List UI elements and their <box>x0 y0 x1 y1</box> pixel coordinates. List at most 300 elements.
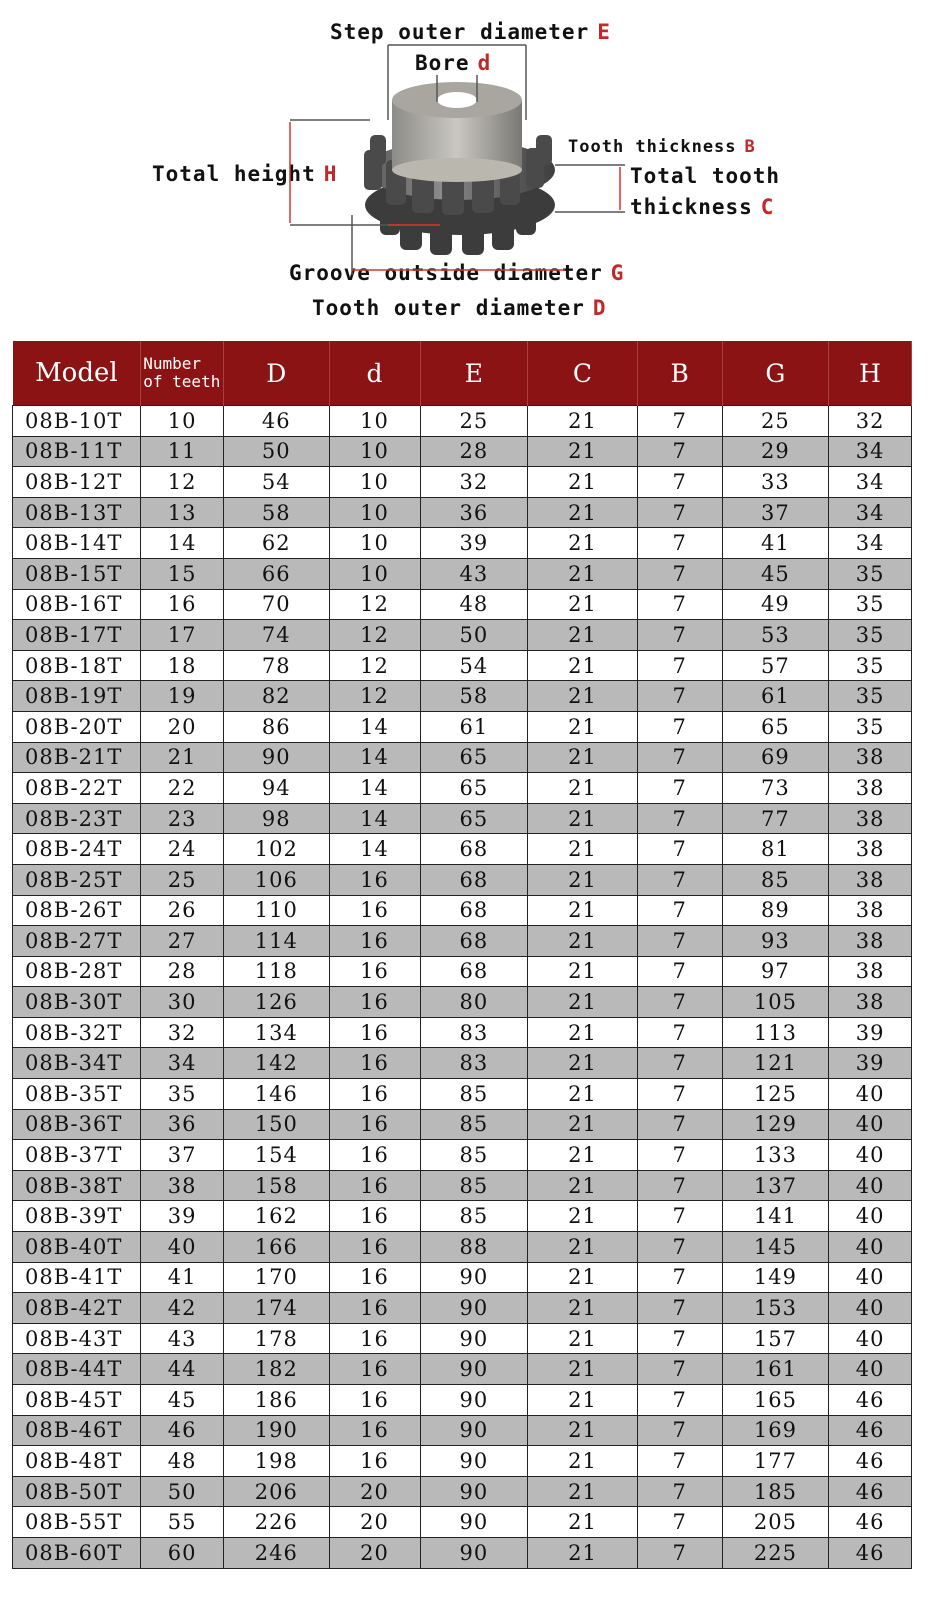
table-cell: 16 <box>329 1170 420 1201</box>
table-cell: 08B-26T <box>13 895 141 926</box>
table-cell: 7 <box>637 1293 722 1324</box>
table-cell: 10 <box>329 467 420 498</box>
table-cell: 14 <box>329 711 420 742</box>
table-cell: 58 <box>420 681 528 712</box>
table-cell: 150 <box>224 1109 330 1140</box>
table-cell: 77 <box>722 803 829 834</box>
table-cell: 90 <box>420 1537 528 1568</box>
table-cell: 7 <box>637 1476 722 1507</box>
table-cell: 90 <box>420 1354 528 1385</box>
table-cell: 90 <box>420 1446 528 1477</box>
table-cell: 46 <box>829 1507 912 1538</box>
table-cell: 21 <box>528 1262 638 1293</box>
table-row <box>13 436 912 467</box>
table-cell: 162 <box>224 1201 330 1232</box>
header-C: C <box>528 341 638 406</box>
table-cell: 7 <box>637 711 722 742</box>
table-cell: 21 <box>528 987 638 1018</box>
table-cell: 14 <box>329 834 420 865</box>
table-row <box>13 1507 912 1538</box>
table-cell: 43 <box>420 558 528 589</box>
table-cell: 225 <box>722 1537 829 1568</box>
table-cell: 27 <box>141 926 224 957</box>
table-cell: 20 <box>329 1537 420 1568</box>
table-cell: 40 <box>829 1232 912 1263</box>
table-cell: 14 <box>329 773 420 804</box>
table-cell: 106 <box>224 864 330 895</box>
table-row <box>13 1201 912 1232</box>
table-cell: 7 <box>637 467 722 498</box>
table-cell: 08B-43T <box>13 1323 141 1354</box>
table-cell: 7 <box>637 1537 722 1568</box>
header-E: E <box>420 341 528 406</box>
table-row <box>13 956 912 987</box>
table-cell: 41 <box>141 1262 224 1293</box>
table-cell: 70 <box>224 589 330 620</box>
table-cell: 21 <box>528 1109 638 1140</box>
table-cell: 08B-18T <box>13 650 141 681</box>
table-cell: 14 <box>329 803 420 834</box>
table-cell: 10 <box>329 558 420 589</box>
table-row <box>13 681 912 712</box>
table-cell: 7 <box>637 1109 722 1140</box>
table-row <box>13 711 912 742</box>
table-cell: 32 <box>829 406 912 437</box>
table-cell: 90 <box>420 1507 528 1538</box>
table-cell: 82 <box>224 681 330 712</box>
table-cell: 16 <box>329 1323 420 1354</box>
table-cell: 7 <box>637 895 722 926</box>
table-cell: 28 <box>141 956 224 987</box>
table-cell: 16 <box>329 1109 420 1140</box>
table-cell: 48 <box>141 1446 224 1477</box>
table-cell: 08B-15T <box>13 558 141 589</box>
table-cell: 21 <box>528 681 638 712</box>
table-cell: 16 <box>329 1017 420 1048</box>
table-cell: 137 <box>722 1170 829 1201</box>
table-cell: 08B-38T <box>13 1170 141 1201</box>
table-cell: 38 <box>829 956 912 987</box>
table-cell: 7 <box>637 620 722 651</box>
table-cell: 158 <box>224 1170 330 1201</box>
table-cell: 38 <box>829 773 912 804</box>
table-row <box>13 864 912 895</box>
table-cell: 46 <box>141 1415 224 1446</box>
table-row <box>13 406 912 437</box>
table-cell: 62 <box>224 528 330 559</box>
table-cell: 113 <box>722 1017 829 1048</box>
table-cell: 40 <box>829 1140 912 1171</box>
table-row <box>13 773 912 804</box>
table-cell: 7 <box>637 1201 722 1232</box>
header-D: D <box>224 341 330 406</box>
table-cell: 20 <box>141 711 224 742</box>
table-cell: 68 <box>420 864 528 895</box>
table-cell: 57 <box>722 650 829 681</box>
table-row <box>13 467 912 498</box>
table-cell: 39 <box>829 1017 912 1048</box>
table-cell: 20 <box>329 1476 420 1507</box>
table-cell: 65 <box>420 742 528 773</box>
table-row <box>13 650 912 681</box>
table-cell: 90 <box>420 1385 528 1416</box>
table-cell: 21 <box>528 467 638 498</box>
table-cell: 16 <box>329 1446 420 1477</box>
table-row <box>13 1446 912 1477</box>
table-cell: 88 <box>420 1232 528 1263</box>
table-cell: 39 <box>829 1048 912 1079</box>
table-cell: 21 <box>528 1140 638 1171</box>
table-cell: 30 <box>141 987 224 1018</box>
table-cell: 94 <box>224 773 330 804</box>
table-cell: 129 <box>722 1109 829 1140</box>
header-number-of-teeth: Number of teeth <box>141 341 224 406</box>
table-cell: 90 <box>420 1293 528 1324</box>
table-row <box>13 620 912 651</box>
table-cell: 25 <box>141 864 224 895</box>
table-cell: 40 <box>829 1354 912 1385</box>
table-cell: 25 <box>420 406 528 437</box>
table-row <box>13 803 912 834</box>
label-groove-outside-diameter: Groove outside diameter G <box>289 261 625 285</box>
table-cell: 34 <box>829 467 912 498</box>
table-cell: 73 <box>722 773 829 804</box>
table-cell: 46 <box>224 406 330 437</box>
table-cell: 16 <box>329 1385 420 1416</box>
table-cell: 102 <box>224 834 330 865</box>
table-row <box>13 926 912 957</box>
table-cell: 7 <box>637 956 722 987</box>
table-cell: 08B-21T <box>13 742 141 773</box>
table-cell: 16 <box>329 895 420 926</box>
header-B: B <box>637 341 722 406</box>
table-cell: 146 <box>224 1079 330 1110</box>
table-cell: 21 <box>528 1507 638 1538</box>
table-cell: 14 <box>141 528 224 559</box>
table-cell: 157 <box>722 1323 829 1354</box>
table-row <box>13 987 912 1018</box>
table-cell: 7 <box>637 1354 722 1385</box>
table-cell: 16 <box>329 956 420 987</box>
table-cell: 40 <box>829 1109 912 1140</box>
table-cell: 40 <box>141 1232 224 1263</box>
table-cell: 118 <box>224 956 330 987</box>
table-cell: 65 <box>420 773 528 804</box>
table-cell: 7 <box>637 834 722 865</box>
table-cell: 7 <box>637 1385 722 1416</box>
table-cell: 170 <box>224 1262 330 1293</box>
table-cell: 7 <box>637 926 722 957</box>
table-cell: 69 <box>722 742 829 773</box>
table-cell: 08B-24T <box>13 834 141 865</box>
table-row <box>13 1415 912 1446</box>
table-cell: 21 <box>528 956 638 987</box>
table-cell: 7 <box>637 1323 722 1354</box>
table-cell: 28 <box>420 436 528 467</box>
label-tooth-thickness: Tooth thickness B <box>568 137 756 157</box>
table-cell: 08B-16T <box>13 589 141 620</box>
table-row <box>13 742 912 773</box>
table-cell: 58 <box>224 497 330 528</box>
table-cell: 16 <box>329 1079 420 1110</box>
table-cell: 21 <box>528 834 638 865</box>
table-cell: 185 <box>722 1476 829 1507</box>
table-cell: 7 <box>637 987 722 1018</box>
table-cell: 17 <box>141 620 224 651</box>
table-cell: 08B-30T <box>13 987 141 1018</box>
table-cell: 45 <box>141 1385 224 1416</box>
table-cell: 90 <box>420 1323 528 1354</box>
table-cell: 7 <box>637 1017 722 1048</box>
table-cell: 68 <box>420 926 528 957</box>
table-cell: 21 <box>528 711 638 742</box>
table-cell: 21 <box>528 1537 638 1568</box>
table-cell: 68 <box>420 956 528 987</box>
table-cell: 10 <box>329 406 420 437</box>
table-cell: 08B-34T <box>13 1048 141 1079</box>
table-cell: 48 <box>420 589 528 620</box>
table-cell: 46 <box>829 1446 912 1477</box>
table-cell: 7 <box>637 1507 722 1538</box>
table-cell: 205 <box>722 1507 829 1538</box>
table-cell: 93 <box>722 926 829 957</box>
table-cell: 08B-50T <box>13 1476 141 1507</box>
table-cell: 7 <box>637 1232 722 1263</box>
sprocket-image <box>280 40 640 300</box>
table-cell: 177 <box>722 1446 829 1477</box>
table-cell: 97 <box>722 956 829 987</box>
table-row <box>13 1537 912 1568</box>
table-cell: 50 <box>224 436 330 467</box>
table-cell: 182 <box>224 1354 330 1385</box>
table-cell: 32 <box>420 467 528 498</box>
table-cell: 10 <box>329 528 420 559</box>
table-cell: 55 <box>141 1507 224 1538</box>
table-cell: 34 <box>141 1048 224 1079</box>
table-cell: 7 <box>637 1048 722 1079</box>
table-cell: 110 <box>224 895 330 926</box>
table-cell: 13 <box>141 497 224 528</box>
table-cell: 38 <box>829 926 912 957</box>
table-cell: 16 <box>329 1201 420 1232</box>
table-cell: 7 <box>637 528 722 559</box>
table-cell: 7 <box>637 650 722 681</box>
table-cell: 78 <box>224 650 330 681</box>
table-cell: 85 <box>420 1170 528 1201</box>
table-cell: 141 <box>722 1201 829 1232</box>
table-cell: 61 <box>722 681 829 712</box>
table-cell: 08B-32T <box>13 1017 141 1048</box>
table-cell: 49 <box>722 589 829 620</box>
table-cell: 83 <box>420 1048 528 1079</box>
table-cell: 21 <box>528 558 638 589</box>
table-cell: 34 <box>829 436 912 467</box>
table-cell: 21 <box>528 1170 638 1201</box>
table-cell: 7 <box>637 864 722 895</box>
table-cell: 121 <box>722 1048 829 1079</box>
table-cell: 08B-42T <box>13 1293 141 1324</box>
table-cell: 12 <box>329 650 420 681</box>
table-cell: 46 <box>829 1415 912 1446</box>
table-cell: 206 <box>224 1476 330 1507</box>
table-cell: 11 <box>141 436 224 467</box>
table-cell: 35 <box>829 650 912 681</box>
table-cell: 15 <box>141 558 224 589</box>
table-cell: 38 <box>829 987 912 1018</box>
label-bore: Bore d <box>415 51 492 75</box>
table-cell: 174 <box>224 1293 330 1324</box>
table-cell: 38 <box>141 1170 224 1201</box>
table-cell: 50 <box>141 1476 224 1507</box>
table-cell: 21 <box>528 589 638 620</box>
table-cell: 43 <box>141 1323 224 1354</box>
table-cell: 80 <box>420 987 528 1018</box>
table-cell: 38 <box>829 742 912 773</box>
table-cell: 21 <box>528 1293 638 1324</box>
table-cell: 90 <box>420 1476 528 1507</box>
table-cell: 25 <box>722 406 829 437</box>
table-cell: 08B-13T <box>13 497 141 528</box>
table-row <box>13 1017 912 1048</box>
table-cell: 41 <box>722 528 829 559</box>
table-cell: 246 <box>224 1537 330 1568</box>
table-cell: 14 <box>329 742 420 773</box>
table-cell: 40 <box>829 1170 912 1201</box>
table-cell: 08B-35T <box>13 1079 141 1110</box>
table-cell: 134 <box>224 1017 330 1048</box>
table-cell: 21 <box>141 742 224 773</box>
table-cell: 21 <box>528 406 638 437</box>
table-cell: 66 <box>224 558 330 589</box>
table-cell: 21 <box>528 1476 638 1507</box>
table-cell: 21 <box>528 620 638 651</box>
table-header-row <box>13 341 912 406</box>
table-row <box>13 1109 912 1140</box>
table-cell: 35 <box>829 681 912 712</box>
table-cell: 133 <box>722 1140 829 1171</box>
table-cell: 7 <box>637 1262 722 1293</box>
table-cell: 142 <box>224 1048 330 1079</box>
table-cell: 40 <box>829 1201 912 1232</box>
table-cell: 12 <box>329 681 420 712</box>
table-cell: 61 <box>420 711 528 742</box>
table-cell: 46 <box>829 1385 912 1416</box>
table-cell: 21 <box>528 1017 638 1048</box>
table-cell: 21 <box>528 436 638 467</box>
table-cell: 166 <box>224 1232 330 1263</box>
table-cell: 35 <box>829 711 912 742</box>
table-cell: 7 <box>637 681 722 712</box>
table-row <box>13 1170 912 1201</box>
table-cell: 08B-14T <box>13 528 141 559</box>
table-cell: 126 <box>224 987 330 1018</box>
table-cell: 21 <box>528 1446 638 1477</box>
table-cell: 21 <box>528 497 638 528</box>
table-cell: 85 <box>722 864 829 895</box>
table-cell: 21 <box>528 528 638 559</box>
table-cell: 10 <box>329 497 420 528</box>
table-cell: 38 <box>829 864 912 895</box>
sprocket-diagram <box>0 0 929 330</box>
table-cell: 40 <box>829 1262 912 1293</box>
table-row <box>13 1262 912 1293</box>
table-cell: 7 <box>637 1415 722 1446</box>
table-cell: 169 <box>722 1415 829 1446</box>
table-row <box>13 895 912 926</box>
label-step-outer-diameter: Step outer diameter E <box>330 20 611 44</box>
table-cell: 21 <box>528 1048 638 1079</box>
table-cell: 40 <box>829 1323 912 1354</box>
table-cell: 08B-45T <box>13 1385 141 1416</box>
table-cell: 08B-10T <box>13 406 141 437</box>
table-cell: 178 <box>224 1323 330 1354</box>
header-G: G <box>722 341 829 406</box>
table-cell: 85 <box>420 1201 528 1232</box>
table-cell: 21 <box>528 1323 638 1354</box>
table-row <box>13 1232 912 1263</box>
table-cell: 85 <box>420 1140 528 1171</box>
table-cell: 23 <box>141 803 224 834</box>
table-cell: 21 <box>528 926 638 957</box>
table-row <box>13 589 912 620</box>
table-cell: 65 <box>722 711 829 742</box>
table-cell: 35 <box>141 1079 224 1110</box>
table-cell: 42 <box>141 1293 224 1324</box>
table-cell: 21 <box>528 742 638 773</box>
table-cell: 125 <box>722 1079 829 1110</box>
table-cell: 08B-41T <box>13 1262 141 1293</box>
table-cell: 18 <box>141 650 224 681</box>
table-cell: 08B-36T <box>13 1109 141 1140</box>
table-cell: 7 <box>637 436 722 467</box>
table-row <box>13 1140 912 1171</box>
table-cell: 7 <box>637 1079 722 1110</box>
table-cell: 40 <box>829 1293 912 1324</box>
table-cell: 33 <box>722 467 829 498</box>
table-cell: 10 <box>141 406 224 437</box>
table-cell: 85 <box>420 1079 528 1110</box>
table-cell: 105 <box>722 987 829 1018</box>
table-cell: 186 <box>224 1385 330 1416</box>
table-cell: 53 <box>722 620 829 651</box>
table-row <box>13 834 912 865</box>
table-cell: 16 <box>329 926 420 957</box>
table-cell: 36 <box>420 497 528 528</box>
table-cell: 7 <box>637 1140 722 1171</box>
table-cell: 34 <box>829 497 912 528</box>
table-cell: 7 <box>637 589 722 620</box>
table-cell: 08B-40T <box>13 1232 141 1263</box>
table-cell: 40 <box>829 1079 912 1110</box>
table-cell: 7 <box>637 773 722 804</box>
table-cell: 153 <box>722 1293 829 1324</box>
label-total-height: Total height H <box>152 162 338 186</box>
table-cell: 08B-19T <box>13 681 141 712</box>
table-cell: 39 <box>141 1201 224 1232</box>
header-d: d <box>329 341 420 406</box>
table-cell: 226 <box>224 1507 330 1538</box>
table-cell: 86 <box>224 711 330 742</box>
table-cell: 35 <box>829 558 912 589</box>
table-cell: 161 <box>722 1354 829 1385</box>
table-cell: 16 <box>329 1262 420 1293</box>
label-total-tooth: Total tooth <box>630 164 781 188</box>
table-cell: 16 <box>329 987 420 1018</box>
table-cell: 89 <box>722 895 829 926</box>
table-cell: 7 <box>637 558 722 589</box>
table-cell: 46 <box>829 1476 912 1507</box>
table-cell: 08B-48T <box>13 1446 141 1477</box>
